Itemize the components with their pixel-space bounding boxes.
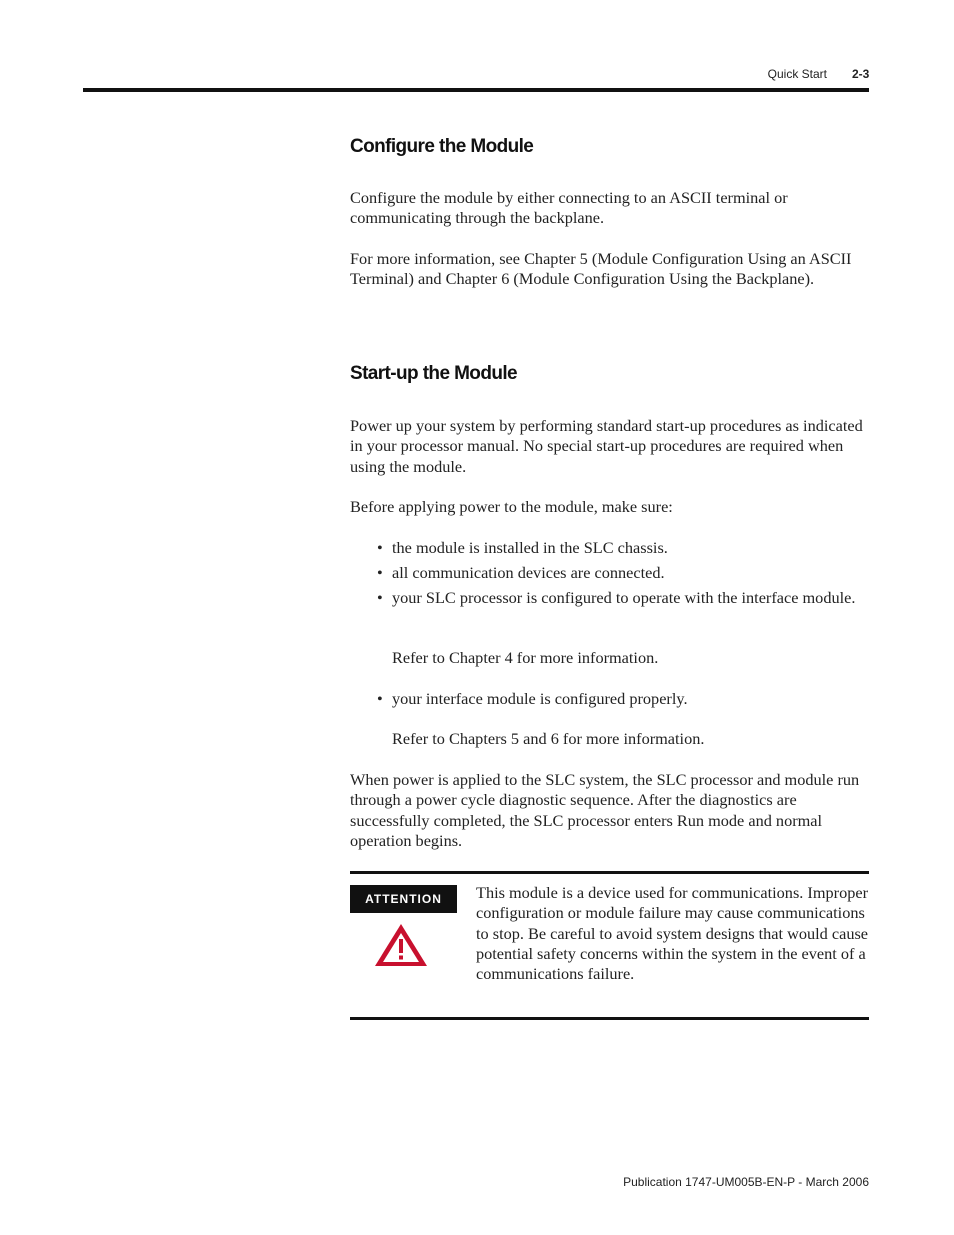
configure-paragraph-2: For more information, see Chapter 5 (Module Configuration Using an ASCII Terminal) and Chapter 6 (Module Configuration Using the Backplane).	[350, 249, 852, 289]
list-item: the module is installed in the SLC chassis.	[392, 538, 668, 557]
attention-top-rule	[350, 871, 869, 874]
attention-bottom-rule	[350, 1017, 869, 1020]
running-header-section: Quick Start	[767, 67, 827, 81]
attention-badge: ATTENTION	[350, 885, 457, 913]
attention-text: This module is a device used for communications. Improper configuration or module failure may cause communications to stop. Be careful to avoid system designs that would cause potential safety concerns within the system in the event of a communications failure.	[476, 883, 869, 984]
startup-paragraph-1: Power up your system by performing standard start-up procedures as indicated in your processor manual. No special start-up procedures are required when using the module.	[350, 416, 863, 476]
configure-paragraph-1: Configure the module by either connecting to an ASCII terminal or communicating through the backplane.	[350, 188, 788, 228]
bullet-dot: •	[377, 563, 383, 582]
list-item: all communication devices are connected.	[392, 563, 665, 582]
list-item: your interface module is configured properly.	[392, 689, 688, 708]
bullet-dot: •	[377, 588, 383, 607]
warning-triangle-icon	[373, 922, 429, 968]
section-title-startup: Start-up the Module	[350, 363, 517, 384]
refer-note-2: Refer to Chapters 5 and 6 for more information.	[392, 729, 705, 748]
startup-paragraph-3: When power is applied to the SLC system, the SLC processor and module run through a power cycle diagnostic sequence. After the diagnostics are successfully completed, the SLC processor enters Run mode and normal operation begins.	[350, 770, 860, 850]
section-title-configure: Configure the Module	[350, 136, 534, 157]
refer-note-1: Refer to Chapter 4 for more information.	[392, 648, 659, 667]
bullet-dot: •	[377, 538, 383, 557]
bullet-dot: •	[377, 689, 383, 708]
publication-footer: Publication 1747-UM005B-EN-P - March 2006	[623, 1175, 869, 1189]
list-item: your SLC processor is configured to operate with the interface module.	[392, 588, 856, 607]
header-rule	[83, 88, 869, 92]
startup-paragraph-2: Before applying power to the module, make sure:	[350, 497, 673, 516]
page-number: 2-3	[852, 67, 870, 81]
